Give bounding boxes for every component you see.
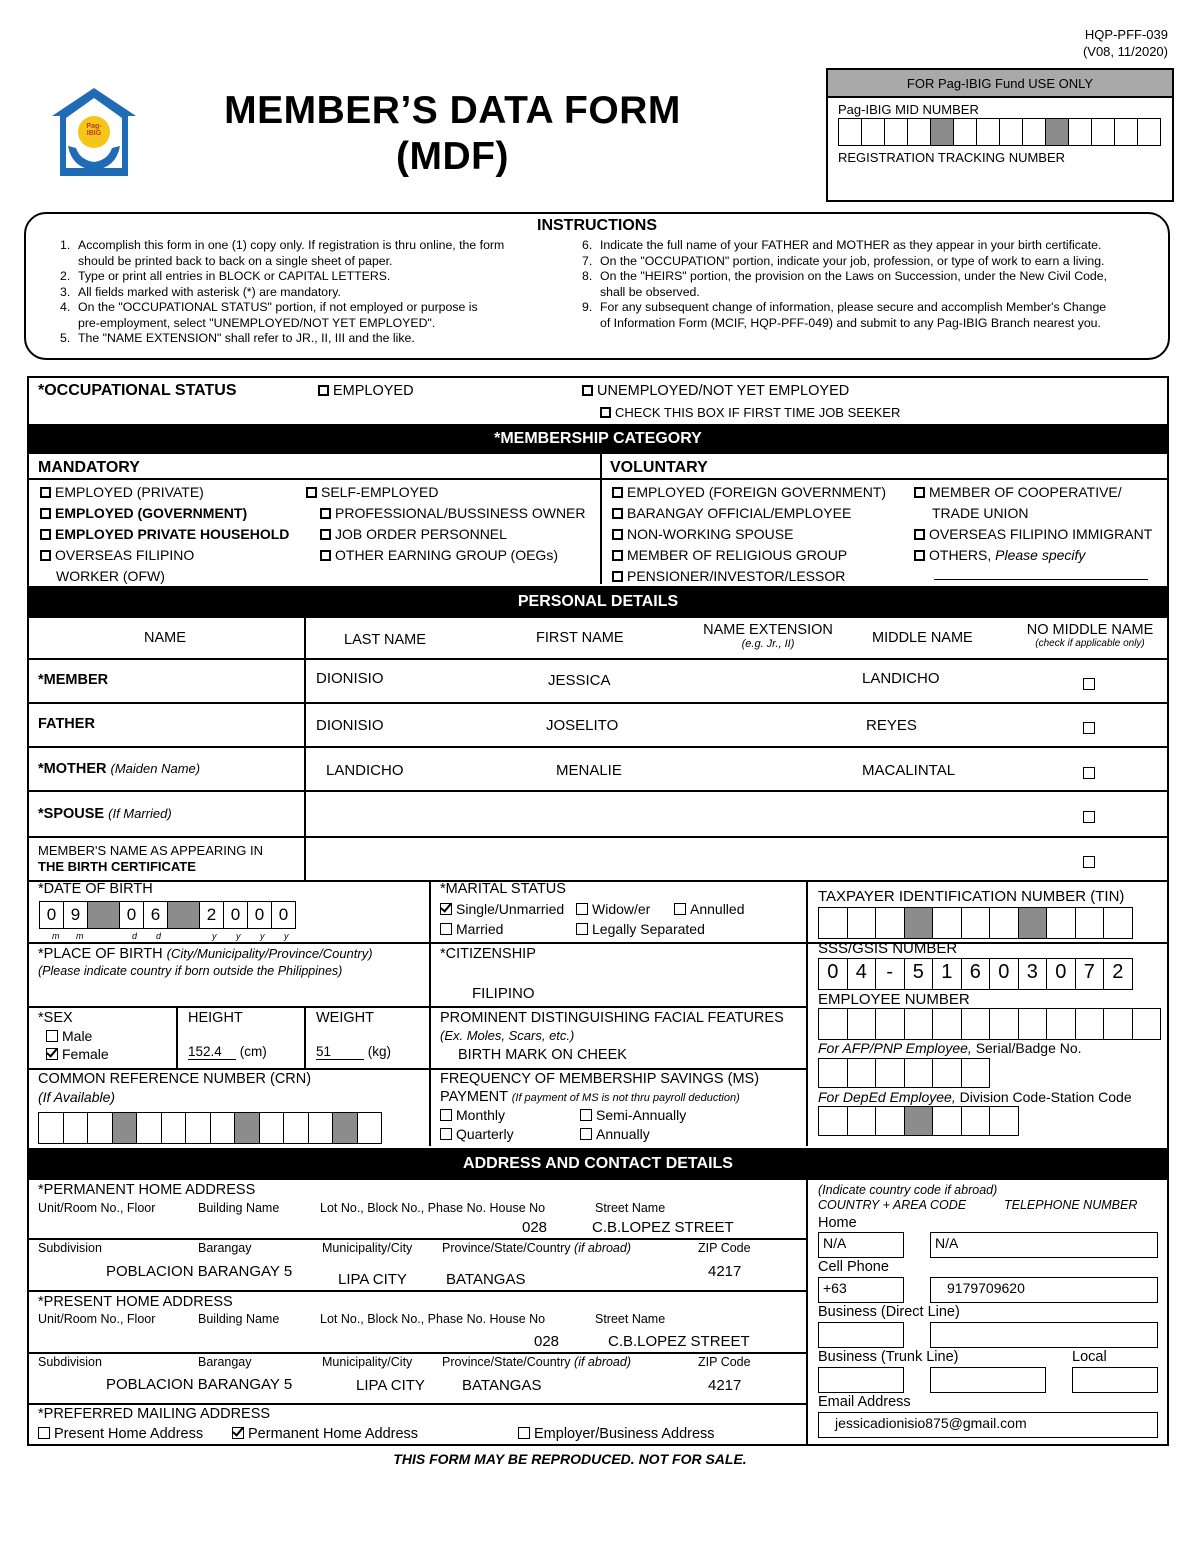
occupational-unemployed[interactable]	[582, 383, 849, 399]
perm-subd-label: Subdivision	[38, 1241, 102, 1255]
perm-city[interactable]: LIPA CITY	[338, 1271, 407, 1288]
instruction-number	[60, 316, 72, 332]
father-middle-name[interactable]: REYES	[866, 717, 917, 734]
biztrunk-number-field[interactable]	[930, 1367, 1046, 1393]
member-middle-name[interactable]: LANDICHO	[862, 670, 940, 687]
features-hint: (Ex. Moles, Scars, etc.)	[440, 1028, 575, 1043]
employee-number-boxes[interactable]	[818, 1008, 1161, 1040]
first-time-text: CHECK THIS BOX IF FIRST TIME JOB SEEKER	[615, 405, 901, 420]
freq-annually[interactable]: Annually	[580, 1126, 650, 1142]
perm-unit-label: Unit/Room No., Floor	[38, 1201, 156, 1215]
voluntary-option[interactable]: OTHERS, Please specify	[914, 545, 1152, 566]
perm-street-label: Street Name	[595, 1201, 666, 1215]
mandatory-option[interactable]: OTHER EARNING GROUP (OEGs)	[306, 545, 586, 566]
others-specify-line[interactable]	[934, 579, 1148, 580]
mother-first-name[interactable]: MENALIE	[556, 762, 622, 779]
deped-label: For DepEd Employee, Division Code-Station Code	[818, 1089, 1132, 1105]
dob-boxes[interactable]: 0 9 0 6 2 0 0 0	[39, 901, 296, 929]
instruction-text: On the "HEIRS" portion, the provision on the Laws on Succession, under the New Civil Code,	[600, 269, 1108, 283]
instruction-text: On the "OCCUPATION" portion, indicate your job, profession, or type of work to earn a living.	[600, 253, 1105, 268]
instructions-title: INSTRUCTIONS	[537, 217, 657, 234]
contact-tel-label: TELEPHONE NUMBER	[1004, 1198, 1138, 1212]
voluntary-option[interactable]: PENSIONER/INVESTOR/LESSOR	[612, 566, 886, 587]
bizdirect-number-field[interactable]	[930, 1322, 1158, 1348]
mid-label: Pag-IBIG MID NUMBER	[838, 102, 979, 117]
voluntary-option[interactable]: OVERSEAS FILIPINO IMMIGRANT	[914, 524, 1152, 545]
instruction-text: Type or print all entries in BLOCK or CAPITAL LETTERS.	[78, 269, 391, 283]
instruction-number	[60, 254, 72, 270]
home-label: Home	[818, 1215, 857, 1231]
mandatory-col1	[40, 482, 289, 587]
voluntary-option[interactable]: BARANGAY OFFICIAL/EMPLOYEE	[612, 503, 886, 524]
dob-format: m m d d y y y y	[52, 931, 289, 941]
instruction-line	[582, 316, 1164, 332]
contact-hint: (Indicate country code if abroad)	[818, 1183, 998, 1197]
weight-field[interactable]: 51 (kg)	[316, 1044, 392, 1059]
marital-single[interactable]: Single/Unmarried	[440, 901, 564, 917]
employed-text: EMPLOYED	[333, 383, 414, 399]
perm-prov-label: Province/State/Country (if abroad)	[442, 1241, 632, 1255]
pres-muni-label: Municipality/City	[322, 1355, 413, 1369]
instruction-line	[582, 300, 1164, 316]
member-no-middle-checkbox[interactable]	[1083, 678, 1095, 690]
mother-no-middle-checkbox[interactable]	[1083, 767, 1095, 779]
member-row-label: *MEMBER	[38, 672, 109, 688]
sss-label: SSS/GSIS NUMBER	[818, 940, 958, 957]
pres-province[interactable]: BATANGAS	[462, 1377, 542, 1394]
pagibig-logo	[50, 86, 138, 180]
pres-prov-label: Province/State/Country (if abroad)	[442, 1355, 632, 1369]
instruction-line	[60, 238, 568, 254]
freq-monthly[interactable]: Monthly	[440, 1107, 505, 1123]
biztrunk-code-field[interactable]	[818, 1367, 904, 1393]
instruction-text: Accomplish this form in one (1) copy only. If registration is thru online, the form	[78, 238, 505, 252]
pres-bldg-label: Building Name	[198, 1312, 280, 1326]
voluntary-label: VOLUNTARY	[610, 459, 708, 476]
col-name: NAME	[144, 630, 186, 646]
mandatory-option[interactable]: EMPLOYED (PRIVATE)	[40, 482, 289, 503]
rtn-label: REGISTRATION TRACKING NUMBER	[838, 150, 1066, 165]
afp-badge-boxes[interactable]	[818, 1058, 990, 1088]
instruction-number: 4.	[60, 300, 71, 314]
instruction-line	[60, 300, 568, 316]
instruction-text: The "NAME EXTENSION" shall refer to JR., II, III and the like.	[78, 331, 415, 345]
logo-text: Pag-IBIG	[86, 123, 102, 137]
voluntary-option[interactable]: EMPLOYED (FOREIGN GOVERNMENT)	[612, 482, 886, 503]
col-last-name: LAST NAME	[344, 632, 426, 648]
instruction-number: 1.	[60, 238, 71, 252]
instruction-line	[60, 254, 568, 270]
first-time-checkbox[interactable]	[600, 407, 611, 418]
cell-code-field[interactable]: +63	[818, 1277, 904, 1303]
pres-unit-label: Unit/Room No., Floor	[38, 1312, 156, 1326]
pob-label: *PLACE OF BIRTH (City/Municipality/Province/Country)	[38, 946, 373, 962]
instruction-number: 2.	[60, 269, 71, 283]
member-last-name[interactable]: DIONISIO	[316, 670, 384, 687]
pres-barangay[interactable]: POBLACION BARANGAY 5	[106, 1376, 293, 1393]
dob-label: *DATE OF BIRTH	[38, 881, 153, 897]
pob-hint: (Please indicate country if born outside the Philippines)	[38, 964, 343, 978]
pres-zip[interactable]: 4217	[708, 1377, 742, 1394]
local-field[interactable]	[1072, 1367, 1158, 1393]
instruction-line	[60, 285, 568, 301]
sss-boxes[interactable]: 0 4 - 5 1 6 0 3 0 7 2	[818, 958, 1133, 990]
mandatory-option[interactable]: JOB ORDER PERSONNEL	[306, 524, 586, 545]
col-name-extension: NAME EXTENSION (e.g. Jr., II)	[703, 622, 833, 650]
instruction-text: For any subsequent change of information, please secure and accomplish Member's Change	[600, 300, 1107, 314]
perm-house-number[interactable]: 028	[522, 1219, 548, 1236]
mandatory-col2	[306, 482, 586, 566]
deped-code-boxes[interactable]	[818, 1106, 1019, 1136]
voluntary-option[interactable]: MEMBER OF RELIGIOUS GROUP	[612, 545, 886, 566]
instruction-number: 5.	[60, 331, 71, 345]
height-value: 152.4	[188, 1044, 236, 1060]
instruction-number: 3.	[60, 284, 71, 299]
first-time-job-seeker[interactable]	[600, 405, 900, 420]
address-header: ADDRESS AND CONTACT DETAILS	[28, 1148, 1168, 1180]
instruction-line	[582, 285, 1164, 301]
perm-muni-label: Municipality/City	[322, 1241, 413, 1255]
mail-employer[interactable]: Employer/Business Address	[518, 1426, 715, 1442]
instruction-number	[582, 316, 594, 332]
perm-brgy-label: Barangay	[198, 1241, 252, 1255]
perm-street-name[interactable]: C.B.LOPEZ STREET	[592, 1219, 734, 1236]
mother-row-label: *MOTHER (Maiden Name)	[38, 761, 201, 777]
instruction-line	[60, 331, 568, 347]
spouse-row-label: *SPOUSE (If Married)	[38, 806, 172, 822]
unemployed-checkbox[interactable]	[582, 385, 593, 396]
father-last-name[interactable]: DIONISIO	[316, 717, 384, 734]
perm-zip[interactable]: 4217	[708, 1263, 742, 1280]
mid-number-boxes[interactable]	[838, 118, 1161, 146]
unemployed-text: UNEMPLOYED/NOT YET EMPLOYED	[597, 383, 850, 399]
bizdirect-label: Business (Direct Line)	[818, 1304, 960, 1320]
frequency-label: FREQUENCY OF MEMBERSHIP SAVINGS (MS)	[440, 1071, 760, 1087]
features-label: PROMINENT DISTINGUISHING FACIAL FEATURES	[440, 1010, 784, 1026]
instruction-text: shall be observed.	[600, 284, 700, 299]
instruction-line	[582, 254, 1164, 270]
occupational-label: *OCCUPATIONAL STATUS	[38, 382, 237, 399]
marital-widow[interactable]: Widow/er	[576, 901, 650, 917]
afp-label: For AFP/PNP Employee, Serial/Badge No.	[818, 1040, 1082, 1056]
mail-permanent[interactable]: Permanent Home Address	[232, 1426, 418, 1442]
frequency-label2: PAYMENT (If payment of MS is not thru payroll deduction)	[440, 1089, 740, 1105]
col-no-middle-name: NO MIDDLE NAME (check if applicable only)	[1026, 622, 1154, 649]
pres-zip-label: ZIP Code	[698, 1355, 751, 1369]
perm-barangay[interactable]: POBLACION BARANGAY 5	[106, 1263, 293, 1280]
cell-label: Cell Phone	[818, 1259, 889, 1275]
father-row-label: FATHER	[38, 716, 95, 732]
perm-address-label: *PERMANENT HOME ADDRESS	[38, 1182, 256, 1198]
instructions-right	[582, 238, 1164, 331]
mailing-label: *PREFERRED MAILING ADDRESS	[38, 1406, 271, 1422]
instruction-text: pre-employment, select "UNEMPLOYED/NOT YET EMPLOYED".	[78, 315, 436, 330]
form-title	[200, 88, 705, 180]
citizenship-label: *CITIZENSHIP	[440, 946, 536, 962]
title-line1: MEMBER’S DATA FORM	[224, 89, 681, 132]
father-no-middle-checkbox[interactable]	[1083, 722, 1095, 734]
pres-lot-label: Lot No., Block No., Phase No. House No	[320, 1312, 546, 1326]
mail-present[interactable]: Present Home Address	[38, 1426, 203, 1442]
fund-use-header: FOR Pag-IBIG Fund USE ONLY	[828, 70, 1172, 98]
form-version: (V08, 11/2020)	[1082, 44, 1168, 59]
citizenship-value[interactable]: FILIPINO	[472, 985, 535, 1002]
tin-label: TAXPAYER IDENTIFICATION NUMBER (TIN)	[818, 888, 1125, 905]
mandatory-option[interactable]: OVERSEAS FILIPINO	[40, 545, 289, 566]
mandatory-option-cont: WORKER (OFW)	[56, 568, 165, 584]
membership-header: *MEMBERSHIP CATEGORY	[28, 424, 1168, 454]
cell-number-field[interactable]: 9179709620	[930, 1277, 1158, 1303]
sex-male[interactable]: Male	[46, 1028, 92, 1044]
instruction-number: 6.	[582, 238, 593, 252]
perm-lot-label: Lot No., Block No., Phase No. House No	[320, 1201, 546, 1215]
spouse-no-middle-checkbox[interactable]	[1083, 811, 1095, 823]
marital-married[interactable]: Married	[440, 921, 503, 937]
freq-quarterly[interactable]: Quarterly	[440, 1126, 514, 1142]
mandatory-option[interactable]: SELF-EMPLOYED	[306, 482, 586, 503]
instruction-line	[60, 316, 568, 332]
pres-brgy-label: Barangay	[198, 1355, 252, 1369]
height-field[interactable]: 152.4 (cm)	[188, 1044, 267, 1059]
local-label: Local	[1072, 1349, 1107, 1365]
mother-middle-name[interactable]: MACALINTAL	[862, 762, 956, 779]
personal-header: PERSONAL DETAILS	[28, 586, 1168, 618]
contact-code-label: COUNTRY + AREA CODE	[818, 1198, 967, 1212]
voluntary-col2	[914, 482, 1152, 566]
mandatory-option[interactable]: PROFESSIONAL/BUSSINESS OWNER	[306, 503, 586, 524]
instruction-text: should be printed back to back on a single sheet of paper.	[78, 253, 393, 268]
mother-last-name[interactable]: LANDICHO	[326, 762, 404, 779]
employed-checkbox[interactable]	[318, 385, 329, 396]
instruction-text: On the "OCCUPATIONAL STATUS" portion, if not employed or purpose is	[78, 300, 478, 314]
instruction-line	[60, 269, 568, 285]
pres-house-number[interactable]: 028	[534, 1333, 560, 1350]
freq-semi-annually[interactable]: Semi-Annually	[580, 1107, 686, 1123]
col-middle-name: MIDDLE NAME	[872, 630, 973, 646]
sex-female[interactable]: Female	[46, 1046, 109, 1062]
instruction-number	[582, 285, 594, 301]
birthcert-no-middle-checkbox[interactable]	[1083, 856, 1095, 868]
crn-boxes[interactable]	[38, 1112, 382, 1144]
pres-street-name[interactable]: C.B.LOPEZ STREET	[608, 1333, 750, 1350]
voluntary-option[interactable]: NON-WORKING SPOUSE	[612, 524, 886, 545]
title-line2: (MDF)	[396, 135, 509, 178]
crn-hint: (If Available)	[38, 1089, 116, 1105]
member-first-name[interactable]: JESSICA	[548, 672, 611, 689]
home-code-field[interactable]: N/A	[818, 1232, 904, 1258]
form-code: HQP-PFF-039	[1084, 27, 1168, 42]
perm-bldg-label: Building Name	[198, 1201, 280, 1215]
instruction-text: Indicate the full name of your FATHER and MOTHER as they appear in your birth certificate.	[600, 238, 1102, 252]
biztrunk-label: Business (Trunk Line)	[818, 1349, 959, 1365]
marital-separated[interactable]: Legally Separated	[576, 921, 705, 937]
instruction-number: 8.	[582, 269, 593, 283]
instruction-number: 7.	[582, 253, 593, 268]
col-first-name: FIRST NAME	[536, 630, 624, 646]
pres-address-label: *PRESENT HOME ADDRESS	[38, 1294, 233, 1310]
features-value[interactable]: BIRTH MARK ON CHEEK	[458, 1047, 627, 1063]
instruction-number: 9.	[582, 300, 593, 314]
marital-label: *MARITAL STATUS	[440, 881, 566, 897]
bizdirect-code-field[interactable]	[818, 1322, 904, 1348]
fund-use-box	[826, 68, 1174, 202]
instruction-line	[582, 269, 1164, 285]
mandatory-option[interactable]: EMPLOYED PRIVATE HOUSEHOLD	[40, 524, 289, 545]
instructions-left	[60, 238, 568, 347]
instruction-text: of Information Form (MCIF, HQP-PFF-049) and submit to any Pag-IBIG Branch nearest you.	[600, 315, 1101, 330]
form-code-block	[1083, 26, 1168, 60]
pres-city[interactable]: LIPA CITY	[356, 1377, 425, 1394]
instructions-box	[24, 212, 1170, 360]
pres-subd-label: Subdivision	[38, 1355, 102, 1369]
email-field[interactable]: jessicadionisio875@gmail.com	[818, 1412, 1158, 1438]
perm-zip-label: ZIP Code	[698, 1241, 751, 1255]
pres-street-label: Street Name	[595, 1312, 666, 1326]
father-first-name[interactable]: JOSELITO	[546, 717, 619, 734]
voluntary-option-cont: TRADE UNION	[932, 505, 1029, 521]
email-label: Email Address	[818, 1394, 911, 1410]
occupational-employed[interactable]	[318, 383, 414, 399]
crn-label: COMMON REFERENCE NUMBER (CRN)	[38, 1071, 312, 1087]
tin-boxes[interactable]	[818, 907, 1133, 939]
perm-province[interactable]: BATANGAS	[446, 1271, 526, 1288]
footer-note: THIS FORM MAY BE REPRODUCED. NOT FOR SALE.	[393, 1451, 747, 1467]
voluntary-option[interactable]: MEMBER OF COOPERATIVE/	[914, 482, 1152, 503]
instruction-line	[582, 238, 1164, 254]
marital-annulled[interactable]: Annulled	[674, 901, 745, 917]
weight-value: 51	[316, 1044, 364, 1060]
sex-label: *SEX	[38, 1010, 73, 1026]
employee-number-label: EMPLOYEE NUMBER	[818, 991, 970, 1008]
mandatory-option[interactable]: EMPLOYED (GOVERNMENT)	[40, 503, 289, 524]
mandatory-label: MANDATORY	[38, 459, 140, 476]
home-number-field[interactable]: N/A	[930, 1232, 1158, 1258]
birthcert-row-label: MEMBER'S NAME AS APPEARING IN THE BIRTH CERTIFICATE	[38, 843, 263, 874]
voluntary-col1	[612, 482, 886, 587]
weight-label: WEIGHT	[316, 1010, 374, 1026]
height-label: HEIGHT	[188, 1010, 243, 1026]
instruction-text: All fields marked with asterisk (*) are mandatory.	[78, 284, 341, 299]
